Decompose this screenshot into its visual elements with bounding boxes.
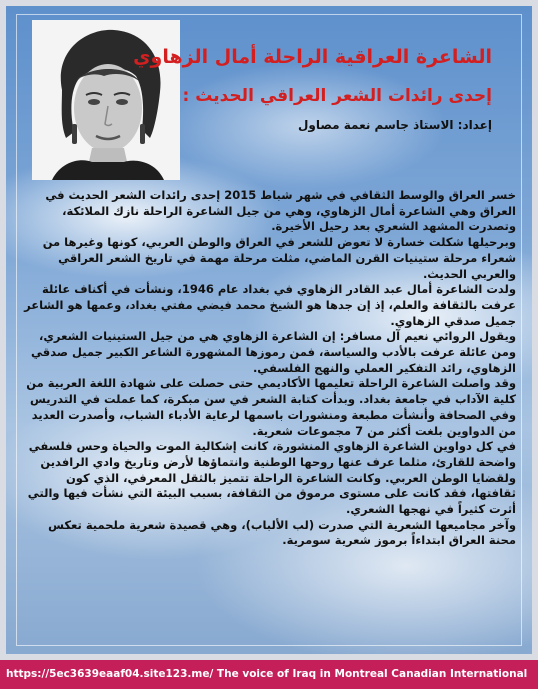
paragraph: وبرحيلها شكلت خسارة لا تعوض للشعر في العراق والوطن العربي، كونها وغيرها من شعراء مرحلة ستينيات القرن الماضي، مثلت مرحلة مهمة في تاريخ الشعر العراقي والعربي الحديث. <box>42 235 516 281</box>
paragraph: ولدت الشاعرة أمال عبد القادر الزهاوي في بغداد عام 1946، ونشأت في أكناف عائلة عرفت بالثقافة والعلم، إذ إن جدها هو الشيخ محمد فيضي مفتي بغداد، وعمها هو الشاعر جميل صدقي الزهاوي. <box>24 282 516 328</box>
paragraph: وقد واصلت الشاعرة الراحلة تعليمها الأكاديمي حتى حصلت على شهادة اللغة العربية من كلية الآداب في جامعة بغداد. وبدأت كتابة الشعر في سن مبكرة، كما عملت في التدريس وفي الصحافة وأنشأت مطبعة ومنشورات باسمها لرعاية الأدباء الشباب، وأصدرت العديد من الدواوين بلغت أكثر من 7 مجموعات شعرية. <box>26 376 516 438</box>
paragraph: خسر العراق والوسط الثقافي في شهر شباط 2015 إحدى رائدات الشعر الحديث في العراق وهي الشاعرة أمال الزهاوي، وهي من جيل الشاعرة الراحلة نازك الملائكة، وتصدرت المشهد الشعري بعد رحيل الأخيرة. <box>45 188 516 234</box>
paragraph: وآخر مجاميعها الشعرية التي صدرت (لب الألباب)، وهي قصيدة شعرية ملحمية تعكس محنة العراق ابتداءاً برموز شعرية سومرية. <box>48 517 516 548</box>
poet-portrait <box>32 20 180 180</box>
article-subtitle: إحدى رائدات الشعر العراقي الحديث : <box>182 86 492 106</box>
article-author: إعداد: الاستاذ جاسم نعمة مصاول <box>297 118 492 132</box>
paragraph: ويقول الروائي نعيم آل مسافر: إن الشاعرة الزهاوي هي من جيل الستينيات الشعري، ومن عائلة عرفت بالأدب والسياسة، فمن رموزها المشهورة الشاعر الكبير جميل صدقي الزهاوي، رائد التفكير العملي والنهج الفلسفي. <box>31 329 516 375</box>
paragraph: في كل دواوين الشاعرة الزهاوي المنشورة، كانت إشكالية الموت والحياة وحس فلسفي واضحة للقارئ، مثلما عرف عنها روحها الوطنية وانتماؤها لأرض وتاريخ وادي الرافدين ولقضايا الوطن العربي. وكانت الشاعرة الراحلة تتميز بالثقل المعرفي، الذي كون ثقافتها، فقد كانت على مستوى مرموق من الثقافة، بسبب البيئة التي نشأت فيها والتي أثرت كثيراً في نهجها الشعري. <box>27 439 516 517</box>
article-body <box>22 188 516 549</box>
footer-banner[interactable]: https://5ec3639eaaf04.site123.me/ The voice of Iraq in Montreal Canadian International <box>0 660 538 689</box>
article-title: الشاعرة العراقية الراحلة أمال الزهاوي <box>133 46 492 68</box>
